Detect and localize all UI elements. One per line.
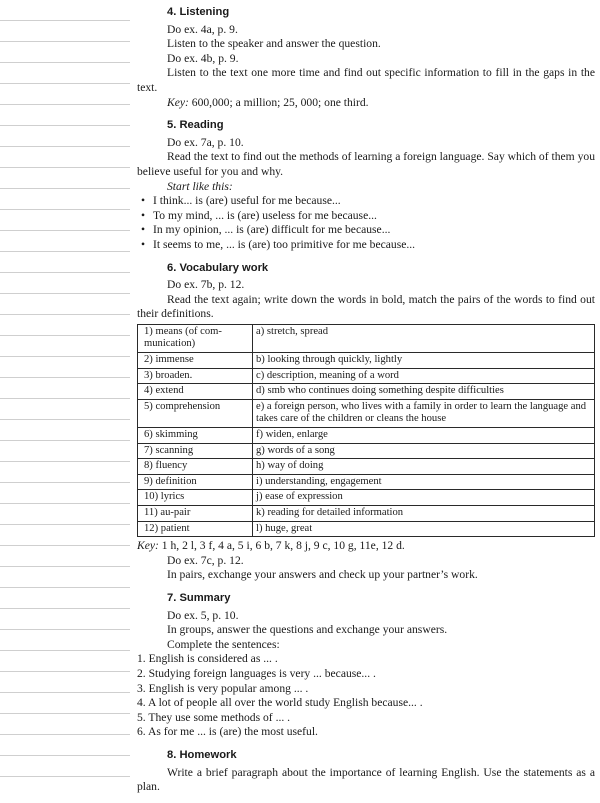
list-item: 5. They use some methods of ... . bbox=[137, 710, 291, 724]
definition-cell: c) description, meaning of a word bbox=[253, 368, 595, 384]
table-row bbox=[138, 459, 595, 475]
definition-cell: l) huge, great bbox=[253, 521, 595, 537]
answer-key bbox=[137, 96, 595, 111]
table-row bbox=[138, 324, 595, 352]
key-label: Key: bbox=[167, 95, 189, 109]
table-row bbox=[138, 368, 595, 384]
instruction: Listen to the text one more time and find out specific information to fill in the gaps in the text. bbox=[137, 66, 595, 94]
phrase-list bbox=[137, 194, 595, 252]
table-row bbox=[138, 490, 595, 506]
word-cell: 6) skimming bbox=[138, 428, 253, 444]
instruction: In groups, answer the questions and exchange your answers. bbox=[167, 623, 448, 637]
section-listening bbox=[137, 5, 595, 110]
section-homework bbox=[137, 748, 595, 795]
list-item: 6. As for me ... is (are) the most useful. bbox=[137, 725, 318, 739]
word-cell: 5) comprehension bbox=[138, 399, 253, 427]
word-cell: 10) lyrics bbox=[138, 490, 253, 506]
page-content bbox=[137, 5, 595, 803]
vocabulary-table bbox=[137, 324, 595, 537]
table-row bbox=[138, 506, 595, 522]
word-cell: 1) means (of com-munication) bbox=[138, 324, 253, 352]
list-item: 1. English is considered as ... . bbox=[137, 652, 278, 666]
list-item: 4. A lot of people all over the world study English because... . bbox=[137, 696, 423, 710]
start-like-label: Start like this: bbox=[167, 179, 233, 193]
list-item: • I think... is (are) useful for me because... bbox=[137, 194, 595, 209]
instruction: Complete the sentences: bbox=[167, 637, 280, 651]
instruction: Listen to the speaker and answer the question. bbox=[167, 37, 381, 51]
instruction: Do ex. 7c, p. 12. bbox=[167, 553, 244, 567]
definition-cell: b) looking through quickly, lightly bbox=[253, 353, 595, 369]
definition-cell: e) a foreign person, who lives with a family in order to learn the language and takes care of the children or cleans the house bbox=[253, 399, 595, 427]
instruction: Do ex. 7a, p. 10. bbox=[167, 135, 244, 149]
answer-key bbox=[137, 539, 595, 554]
instruction: Do ex. 4a, p. 9. bbox=[167, 22, 238, 36]
definition-cell: g) words of a song bbox=[253, 443, 595, 459]
list-item: 2. Studying foreign languages is very ... because... . bbox=[137, 666, 376, 680]
word-cell: 3) broaden. bbox=[138, 368, 253, 384]
word-cell: 8) fluency bbox=[138, 459, 253, 475]
table-row bbox=[138, 353, 595, 369]
definition-cell: a) stretch, spread bbox=[253, 324, 595, 352]
section-reading bbox=[137, 118, 595, 252]
instruction: Do ex. 5, p. 10. bbox=[167, 608, 239, 622]
table-row bbox=[138, 428, 595, 444]
instruction: Do ex. 4b, p. 9. bbox=[167, 51, 239, 65]
instruction: Read the text to find out the methods of learning a foreign language. Say which of them you believe useful for you and why. bbox=[137, 150, 595, 178]
instruction: Do ex. 7b, p. 12. bbox=[167, 278, 245, 292]
definition-cell: i) understanding, engagement bbox=[253, 474, 595, 490]
key-text: 600,000; a million; 25, 000; one third. bbox=[188, 95, 369, 109]
section-title: 4. Listening bbox=[167, 6, 230, 18]
definition-cell: h) way of doing bbox=[253, 459, 595, 475]
list-item: 3. English is very popular among ... . bbox=[137, 681, 309, 695]
instruction: Write a brief paragraph about the importance of learning English. Use the statements as a plan. bbox=[137, 765, 595, 794]
word-cell: 4) extend bbox=[138, 384, 253, 400]
instruction: Read the text again; write down the words in bold, match the pairs of the words to find out their definitions. bbox=[137, 292, 595, 321]
table-row bbox=[138, 384, 595, 400]
definition-cell: d) smb who continues doing something despite difficulties bbox=[253, 384, 595, 400]
key-label: Key: bbox=[137, 539, 159, 553]
word-cell: 9) definition bbox=[138, 474, 253, 490]
section-title: 7. Summary bbox=[167, 591, 231, 604]
instruction: In pairs, exchange your answers and check up your partner’s work. bbox=[167, 568, 478, 582]
section-title: 6. Vocabulary work bbox=[167, 261, 269, 274]
word-cell: 2) immense bbox=[138, 353, 253, 369]
section-title: 8. Homework bbox=[167, 748, 237, 761]
sentence-list bbox=[137, 652, 595, 740]
list-item: • To my mind, ... is (are) useless for me because... bbox=[137, 209, 595, 224]
word-cell: 11) au-pair bbox=[138, 506, 253, 522]
ruled-margin bbox=[0, 0, 130, 784]
section-summary bbox=[137, 591, 595, 740]
definition-cell: j) ease of expression bbox=[253, 490, 595, 506]
word-cell: 7) scanning bbox=[138, 443, 253, 459]
word-cell: 12) patient bbox=[138, 521, 253, 537]
table-row bbox=[138, 474, 595, 490]
section-vocabulary bbox=[137, 261, 595, 583]
list-item: • In my opinion, ... is (are) difficult for me because... bbox=[137, 223, 595, 238]
definition-cell: k) reading for detailed information bbox=[253, 506, 595, 522]
list-item: • It seems to me, ... is (are) too primitive for me because... bbox=[137, 238, 595, 253]
section-title: 5. Reading bbox=[167, 119, 224, 132]
table-row bbox=[138, 443, 595, 459]
definition-cell: f) widen, enlarge bbox=[253, 428, 595, 444]
key-text: 1 h, 2 l, 3 f, 4 a, 5 i, 6 b, 7 k, 8 j, 9 c, 10 g, 11e, 12 d. bbox=[158, 539, 405, 553]
table-row bbox=[138, 399, 595, 427]
table-row bbox=[138, 521, 595, 537]
